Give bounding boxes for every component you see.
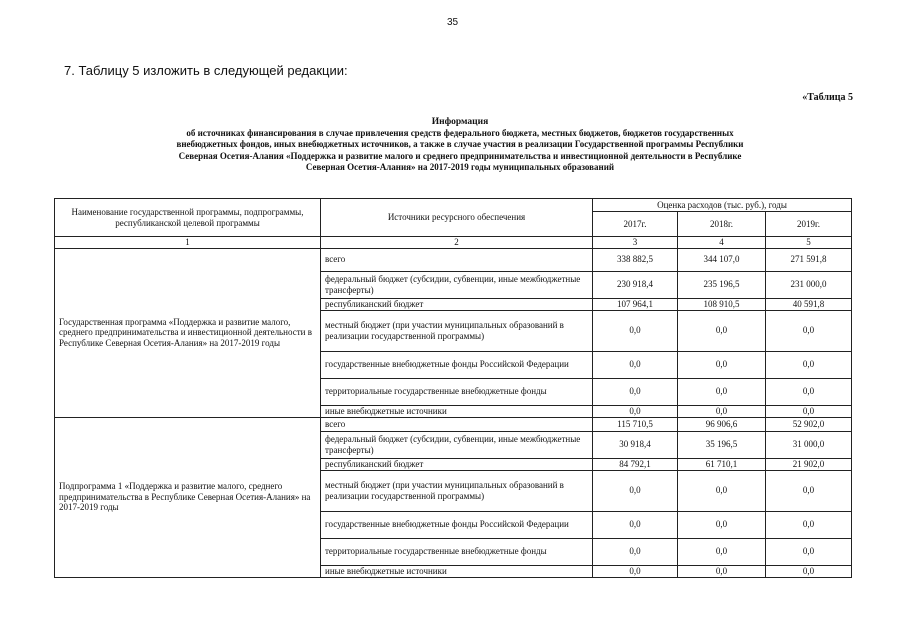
value-2018: 0,0 bbox=[678, 378, 766, 405]
value-2019: 0,0 bbox=[766, 310, 852, 351]
table-row bbox=[55, 417, 852, 431]
column-number: 1 bbox=[55, 237, 321, 249]
page-number: 35 bbox=[446, 17, 459, 28]
column-number: 2 bbox=[321, 237, 593, 249]
column-number: 5 bbox=[766, 237, 852, 249]
value-2019: 0,0 bbox=[766, 565, 852, 577]
value-2017: 0,0 bbox=[593, 405, 678, 417]
program-name: Подпрограмма 1 «Поддержка и развитие малого, среднего предпринимательства в Республике Северная Осетия-Алания» на 2017-2019 годы bbox=[55, 417, 321, 577]
header-year-2017: 2017г. bbox=[593, 212, 678, 237]
value-2018: 0,0 bbox=[678, 470, 766, 511]
value-2019: 0,0 bbox=[766, 351, 852, 378]
value-2018: 0,0 bbox=[678, 310, 766, 351]
intro-text: 7. Таблицу 5 изложить в следующей редакции: bbox=[64, 63, 348, 78]
value-2017: 0,0 bbox=[593, 565, 678, 577]
value-2018: 0,0 bbox=[678, 405, 766, 417]
value-2018: 344 107,0 bbox=[678, 248, 766, 271]
value-2019: 0,0 bbox=[766, 538, 852, 565]
info-title: Информация bbox=[431, 117, 489, 127]
table-reference: «Таблица 5 bbox=[802, 92, 853, 103]
info-line: Северная Осетия-Алания» на 2017-2019 годы муниципальных образований bbox=[305, 161, 615, 172]
value-2019: 271 591,8 bbox=[766, 248, 852, 271]
value-2017: 0,0 bbox=[593, 378, 678, 405]
source-label: иные внебюджетные источники bbox=[321, 565, 593, 577]
source-label: федеральный бюджет (субсидии, субвенции, иные межбюджетные трансферты) bbox=[321, 431, 593, 458]
header-estimate: Оценка расходов (тыс. руб.), годы bbox=[593, 199, 852, 212]
source-label: территориальные государственные внебюджетные фонды bbox=[321, 538, 593, 565]
value-2019: 0,0 bbox=[766, 470, 852, 511]
source-label: федеральный бюджет (субсидии, субвенции, иные межбюджетные трансферты) bbox=[321, 271, 593, 298]
value-2017: 0,0 bbox=[593, 538, 678, 565]
value-2019: 21 902,0 bbox=[766, 458, 852, 470]
value-2019: 231 000,0 bbox=[766, 271, 852, 298]
value-2018: 108 910,5 bbox=[678, 298, 766, 310]
value-2017: 0,0 bbox=[593, 470, 678, 511]
source-label: территориальные государственные внебюджетные фонды bbox=[321, 378, 593, 405]
info-line: об источниках финансирования в случае привлечения средств федерального бюджета, местных бюджетов, бюджетов государственных bbox=[186, 128, 734, 139]
value-2017: 30 918,4 bbox=[593, 431, 678, 458]
source-label: государственные внебюджетные фонды Российской Федерации bbox=[321, 511, 593, 538]
value-2019: 0,0 bbox=[766, 405, 852, 417]
info-line: Северная Осетия-Алания «Поддержка и развитие малого и среднего предпринимательства и инвестиционной деятельности в Республике bbox=[178, 150, 742, 161]
program-name: Государственная программа «Поддержка и развитие малого, среднего предпринимательства и инвестиционной деятельности в Республике Северная Осетия-Алания» на 2017-2019 годы bbox=[55, 248, 321, 417]
value-2017: 0,0 bbox=[593, 310, 678, 351]
value-2017: 338 882,5 bbox=[593, 248, 678, 271]
value-2017: 84 792,1 bbox=[593, 458, 678, 470]
value-2017: 0,0 bbox=[593, 511, 678, 538]
source-label: местный бюджет (при участии муниципальных образований в реализации государственной программы) bbox=[321, 310, 593, 351]
value-2017: 0,0 bbox=[593, 351, 678, 378]
source-label: иные внебюджетные источники bbox=[321, 405, 593, 417]
header-year-2018: 2018г. bbox=[678, 212, 766, 237]
source-label: республиканский бюджет bbox=[321, 298, 593, 310]
financing-table bbox=[54, 198, 852, 578]
header-program-name: Наименование государственной программы, подпрограммы, республиканской целевой программы bbox=[55, 199, 321, 237]
value-2018: 235 196,5 bbox=[678, 271, 766, 298]
column-number: 4 bbox=[678, 237, 766, 249]
info-line: внебюджетных фондов, иных внебюджетных источников, а также в случае участия в реализации Государственной программы Республики bbox=[176, 139, 744, 150]
header-year-2019: 2019г. bbox=[766, 212, 852, 237]
value-2019: 31 000,0 bbox=[766, 431, 852, 458]
value-2018: 0,0 bbox=[678, 538, 766, 565]
value-2018: 61 710,1 bbox=[678, 458, 766, 470]
value-2018: 0,0 bbox=[678, 351, 766, 378]
source-label: государственные внебюджетные фонды Российской Федерации bbox=[321, 351, 593, 378]
value-2017: 115 710,5 bbox=[593, 417, 678, 431]
source-label: местный бюджет (при участии муниципальных образований в реализации государственной программы) bbox=[321, 470, 593, 511]
value-2018: 96 906,6 bbox=[678, 417, 766, 431]
value-2019: 0,0 bbox=[766, 378, 852, 405]
value-2018: 35 196,5 bbox=[678, 431, 766, 458]
info-heading bbox=[70, 117, 850, 173]
header-sources: Источники ресурсного обеспечения bbox=[321, 199, 593, 237]
value-2018: 0,0 bbox=[678, 565, 766, 577]
value-2018: 0,0 bbox=[678, 511, 766, 538]
column-number: 3 bbox=[593, 237, 678, 249]
value-2019: 40 591,8 bbox=[766, 298, 852, 310]
value-2019: 52 902,0 bbox=[766, 417, 852, 431]
source-label: республиканский бюджет bbox=[321, 458, 593, 470]
value-2019: 0,0 bbox=[766, 511, 852, 538]
source-label: всего bbox=[321, 248, 593, 271]
source-label: всего bbox=[321, 417, 593, 431]
value-2017: 230 918,4 bbox=[593, 271, 678, 298]
table-row bbox=[55, 248, 852, 271]
value-2017: 107 964,1 bbox=[593, 298, 678, 310]
